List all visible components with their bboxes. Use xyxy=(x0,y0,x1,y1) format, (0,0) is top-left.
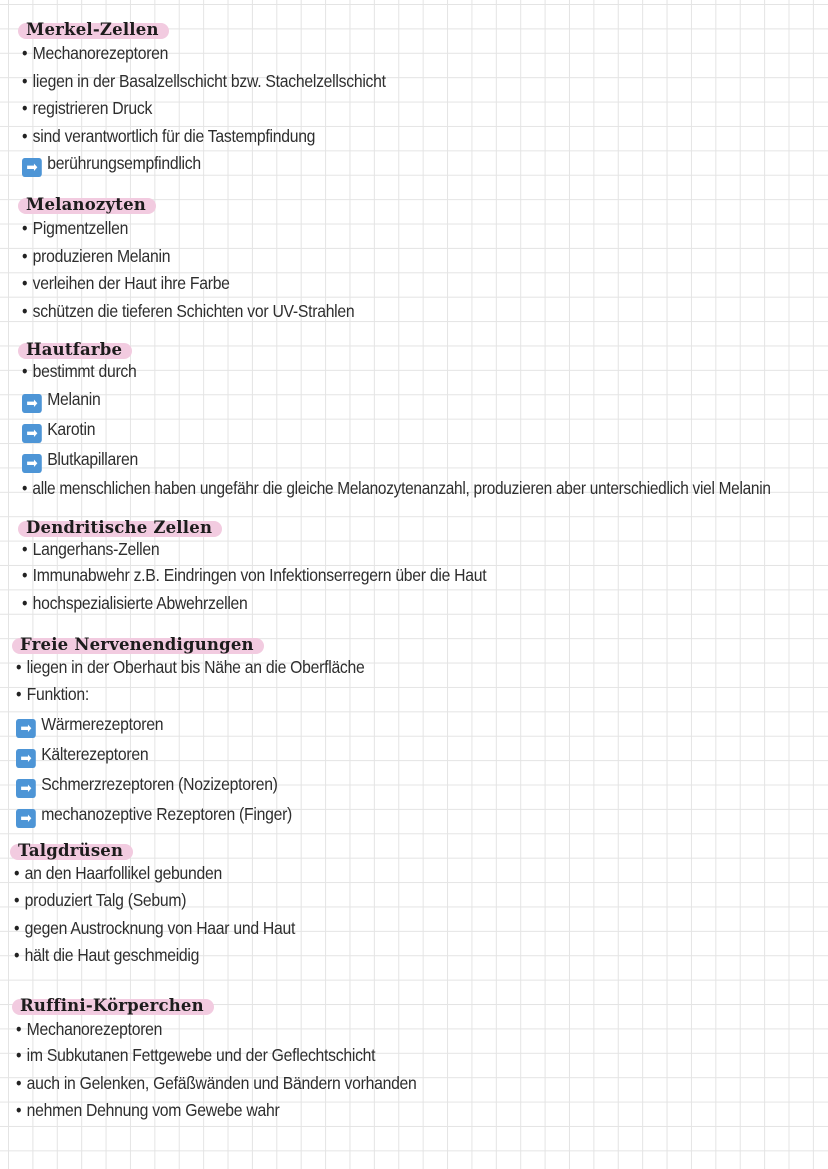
arrow-item: ➡ Melanin xyxy=(22,384,767,414)
section-talgdruesen xyxy=(14,841,828,970)
section-freie-nervenendigungen xyxy=(16,635,828,829)
arrow-right-icon: ➡ xyxy=(22,454,42,473)
arrow-item: ➡ berührungsempfindlich xyxy=(22,150,767,178)
arrow-right-icon: ➡ xyxy=(22,424,42,443)
list-item: • sind verantwortlich für die Tastempfindung xyxy=(22,123,767,151)
list-item: • hochspezialisierte Abwehrzellen xyxy=(22,590,767,618)
arrow-right-icon: ➡ xyxy=(16,809,36,828)
list-item: • schützen die tieferen Schichten vor UV-Strahlen xyxy=(22,298,767,326)
list-item: • auch in Gelenken, Gefäßwänden und Bändern vorhanden xyxy=(16,1070,761,1098)
arrow-right-icon: ➡ xyxy=(16,749,36,768)
arrow-item: ➡ Blutkapillaren xyxy=(22,444,767,474)
heading-hautfarbe: Hautfarbe xyxy=(22,340,130,360)
section-dendritische-zellen xyxy=(22,518,828,617)
list-item: • Funktion: xyxy=(16,681,761,709)
heading-dendritische-zellen: Dendritische Zellen xyxy=(22,518,220,538)
list-item: • produzieren Melanin xyxy=(22,243,767,271)
arrow-right-icon: ➡ xyxy=(16,779,36,798)
arrow-item: ➡ Schmerzrezeptoren (Nozizeptoren) xyxy=(16,769,761,799)
list-item: • gegen Austrocknung von Haar und Haut xyxy=(14,915,759,943)
section-merkel-zellen xyxy=(22,20,828,178)
list-item: • produziert Talg (Sebum) xyxy=(14,887,759,915)
heading-freie-nervenendigungen: Freie Nervenendigungen xyxy=(16,635,262,655)
section-hautfarbe xyxy=(22,340,828,502)
section-melanozyten xyxy=(22,195,828,325)
arrow-item: ➡ Karotin xyxy=(22,414,767,444)
list-item: • an den Haarfollikel gebunden xyxy=(14,861,759,887)
list-item: • hält die Haut geschmeidig xyxy=(14,942,759,970)
section-ruffini-koerperchen xyxy=(16,996,828,1125)
list-item: • alle menschlichen haben ungefähr die gleiche Melanozytenanzahl, produzieren aber unterschiedlich viel Melanin xyxy=(22,474,751,502)
list-item: • registrieren Druck xyxy=(22,95,767,123)
heading-merkel-zellen: Merkel-Zellen xyxy=(22,20,167,40)
list-item: • Immunabwehr z.B. Eindringen von Infektionserregern über die Haut xyxy=(22,562,767,590)
list-item: • verleihen der Haut ihre Farbe xyxy=(22,270,767,298)
arrow-item: ➡ Wärmerezeptoren xyxy=(16,709,761,739)
list-item: • nehmen Dehnung vom Gewebe wahr xyxy=(16,1097,761,1125)
arrow-right-icon: ➡ xyxy=(16,719,36,738)
arrow-item: ➡ Kälterezeptoren xyxy=(16,739,761,769)
list-item: • Langerhans-Zellen xyxy=(22,538,767,562)
list-item: • Pigmentzellen xyxy=(22,215,767,243)
arrow-right-icon: ➡ xyxy=(22,394,42,413)
arrow-item: ➡ mechanozeptive Rezeptoren (Finger) xyxy=(16,799,761,829)
list-item: • im Subkutanen Fettgewebe und der Geflechtschicht xyxy=(16,1042,761,1070)
heading-melanozyten: Melanozyten xyxy=(22,195,154,215)
list-item: • Mechanorezeptoren xyxy=(22,40,767,68)
arrow-right-icon: ➡ xyxy=(22,158,42,177)
list-item: • liegen in der Oberhaut bis Nähe an die Oberfläche xyxy=(16,655,761,681)
heading-talgdruesen: Talgdrüsen xyxy=(14,841,131,861)
heading-ruffini-koerperchen: Ruffini-Körperchen xyxy=(16,996,212,1016)
list-item: • Mechanorezeptoren xyxy=(16,1016,761,1042)
list-item: • bestimmt durch xyxy=(22,360,767,384)
list-item: • liegen in der Basalzellschicht bzw. Stachelzellschicht xyxy=(22,68,767,96)
